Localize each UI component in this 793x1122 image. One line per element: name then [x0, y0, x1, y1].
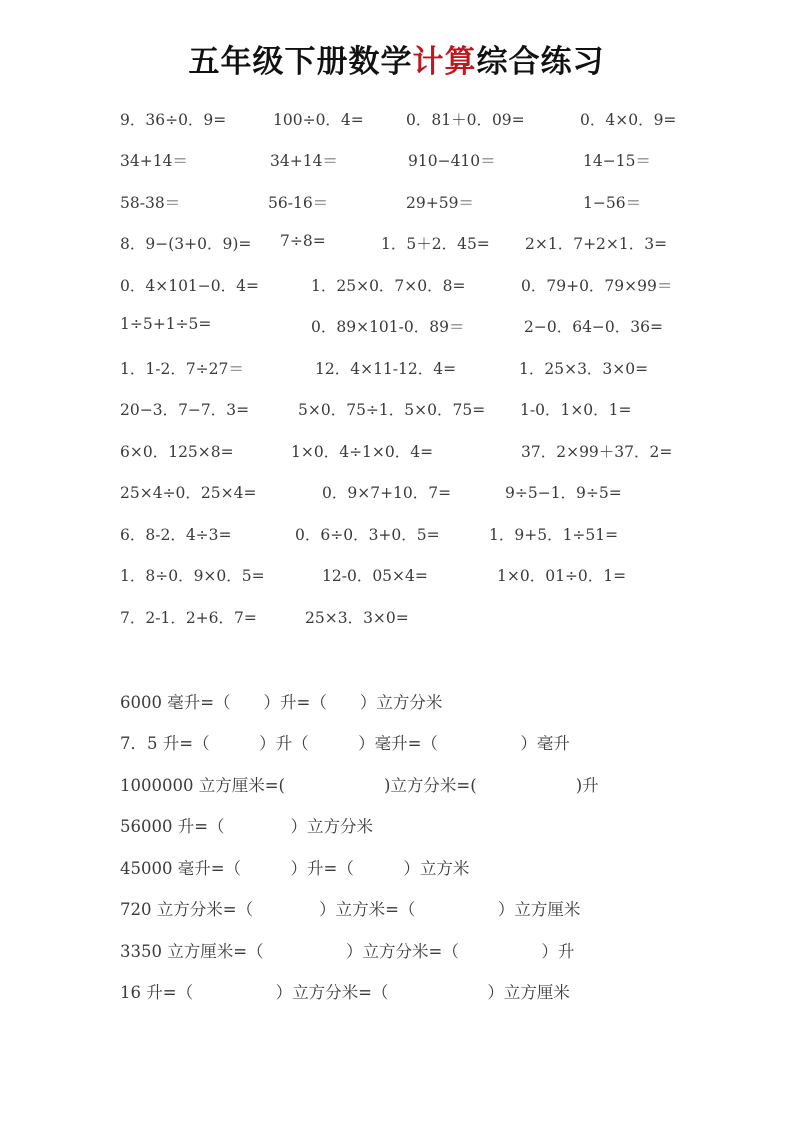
conversion-problem: 45000 毫升=（ ）升=（ ）立方米 [120, 859, 470, 878]
calc-problem: 9÷5−1．9÷5= [505, 484, 622, 502]
calc-problem: 0．79+0．79×99＝ [521, 277, 673, 295]
conversion-problem: 56000 升=（ ）立方分米 [120, 817, 374, 836]
calc-problem: 8．9−(3+0．9)= [120, 235, 252, 253]
calc-problem: 1．9+5．1÷51= [489, 526, 619, 544]
calc-problem: 1．25×3．3×0= [519, 360, 649, 378]
calc-problem: 1-0．1×0．1= [520, 401, 632, 419]
conversion-problem: 1000000 立方厘米=( )立方分米=( )升 [120, 776, 599, 795]
conversion-problem: 7．5 升=（ ）升（ ）毫升=（ ）毫升 [120, 734, 570, 753]
exercise-row [0, 274, 793, 298]
conversion-problem: 3350 立方厘米=（ ）立方分米=（ ）升 [120, 942, 575, 961]
conversion-problem: 6000 毫升=（ ）升=（ ）立方分米 [120, 693, 443, 712]
calc-problem: 1．8÷0．9×0．5= [120, 567, 265, 585]
calc-problem: 1÷5+1÷5= [120, 315, 212, 333]
exercise-row [0, 523, 793, 547]
exercise-row [0, 606, 793, 630]
calc-problem: 1．5＋2．45= [381, 235, 490, 253]
calc-problem: 6．8-2．4÷3= [120, 526, 232, 544]
calc-problem: 0．9×7+10．7= [322, 484, 452, 502]
exercise-row [0, 481, 793, 505]
calc-problem: 0．4×101−0．4= [120, 277, 259, 295]
calc-problem: 25×4÷0．25×4= [120, 484, 257, 502]
calc-problem: 25×3．3×0= [305, 609, 409, 627]
calc-problem: 2−0．64−0．36= [524, 318, 663, 336]
calc-problem: 0．89×101-0．89＝ [311, 318, 465, 336]
calc-problem: 5×0．75÷1．5×0．75= [298, 401, 486, 419]
exercise-row [0, 232, 793, 256]
exercise-row [0, 149, 793, 173]
calc-problem: 0．6÷0．3+0．5= [295, 526, 440, 544]
calc-problem: 0．4×0．9= [580, 111, 677, 129]
calc-problem: 9．36÷0．9= [120, 111, 227, 129]
calc-problem: 1−56＝ [583, 194, 642, 212]
exercise-row [0, 440, 793, 464]
exercise-row [0, 315, 793, 339]
calc-problem: 1×0．01÷0．1= [497, 567, 627, 585]
title-part-1: 五年级下册数学 [188, 44, 413, 80]
calc-problem: 0．81＋0．09= [406, 111, 525, 129]
calc-problem: 29+59＝ [406, 194, 474, 212]
calc-problem: 100÷0．4= [273, 111, 364, 129]
calc-problem: 34+14＝ [270, 152, 338, 170]
conversion-problem: 720 立方分米=（ ）立方米=（ ）立方厘米 [120, 900, 581, 919]
calc-problem: 14−15＝ [583, 152, 651, 170]
exercise-row [0, 357, 793, 381]
calc-problem: 910−410＝ [408, 152, 496, 170]
exercise-row [0, 108, 793, 132]
calc-problem: 20−3．7−7．3= [120, 401, 250, 419]
calc-problem: 58-38＝ [120, 194, 181, 212]
calc-problem: 34+14＝ [120, 152, 188, 170]
calc-problem: 12．4×11-12．4= [315, 360, 457, 378]
conversion-problem: 16 升=（ ）立方分米=（ ）立方厘米 [120, 983, 570, 1002]
title-part-3: 综合练习 [476, 44, 605, 80]
exercise-row [0, 564, 793, 588]
exercise-row [0, 398, 793, 422]
calc-problem: 1×0．4÷1×0．4= [291, 443, 434, 461]
calc-problem: 2×1．7+2×1．3= [525, 235, 668, 253]
calc-problem: 12-0．05×4= [322, 567, 428, 585]
title-highlight: 计算 [412, 44, 477, 80]
calc-problem: 6×0．125×8= [120, 443, 234, 461]
page-title [0, 36, 793, 81]
calc-problem: 1．1-2．7÷27＝ [120, 360, 244, 378]
calc-problem: 56-16＝ [268, 194, 329, 212]
calc-problem: 7÷8= [280, 232, 326, 250]
exercise-row [0, 191, 793, 215]
calc-problem: 1．25×0．7×0．8= [311, 277, 466, 295]
calc-problem: 7．2-1．2+6．7= [120, 609, 257, 627]
calc-problem: 37．2×99＋37．2= [521, 443, 673, 461]
